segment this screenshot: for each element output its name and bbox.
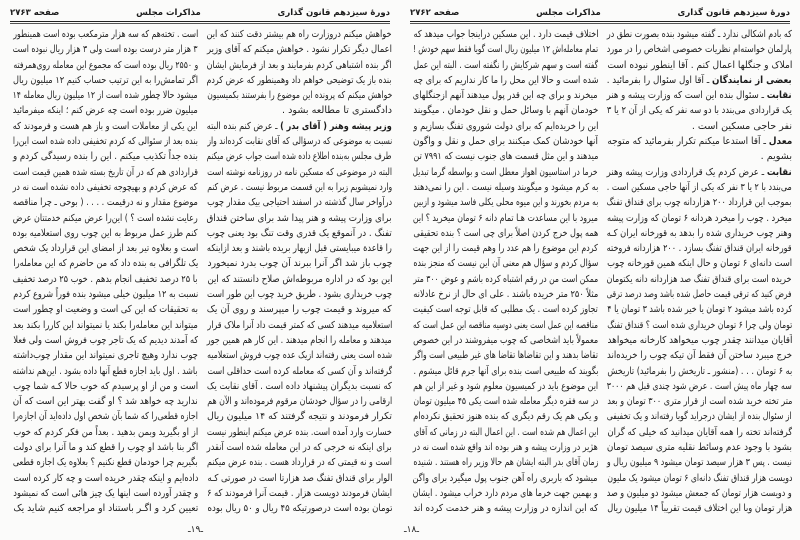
text-line-content: میخرند و برای چه این قدر پول میدهند آنهم ازجنگلهای <box>413 90 598 102</box>
text-line <box>206 256 392 271</box>
text-line <box>412 302 598 317</box>
text-line <box>606 379 792 394</box>
text-line <box>606 425 792 440</box>
text-line <box>206 27 392 42</box>
text-line <box>606 88 792 103</box>
text-line <box>412 119 598 134</box>
text-line-content: مثلاً ۲۵۰ متر خریده باشند . علی ای حال از نرخ عادلانه <box>413 289 598 301</box>
text-column-left <box>412 27 598 517</box>
text-line <box>606 455 792 470</box>
text-line-content: هژیر در وزارت پیشه و هنر بوده اند واقع شده است نه در <box>413 442 598 454</box>
text-line-content: معمولاً باید اشخاصی که چوب میفروشند در این خصوص <box>413 334 598 346</box>
text-line-content: میلیون ضرر بوده است چه عرض کنم ؛ اینکه میفرمائید <box>13 105 198 117</box>
text-line-content: آنها خودشان کمک میکنند برای حمل و نقل و واگون <box>413 136 598 148</box>
text-line <box>206 42 392 57</box>
text-line-content: تجاوز کرده است . یک مطلبی که قابل توجه است کیفیت <box>413 304 598 316</box>
text-line-content <box>207 119 392 134</box>
text-line-content: گفته است و سهم شرکایش را نگفته است . البته این عمل <box>413 59 598 71</box>
text-line <box>606 440 792 455</box>
text-line-content: از سئوال بنده از ایشان درجرايد گویا رفته‌اند و یک تخفیفی <box>607 411 792 423</box>
text-line-content: با ۲۵ درصد تخفیف انجام بدهم . خوب ۲۵ درصد تخفیف <box>13 273 198 285</box>
text-line-content: نیست . پس ۳ هزار سیصد تومان میشود ۹ میلیون ریال و <box>607 457 792 469</box>
text-line <box>12 134 198 149</box>
text-line-content: همه پول خرج کردن اصلاً برای چی است ؟ بنده تحقیقی <box>413 227 598 239</box>
text-line <box>12 226 198 241</box>
text-line-content: چوب ندارد وهیچ تاجری نمیتواند این مقدار چوب‌داشته <box>13 350 198 362</box>
text-line-content: نفر حاجی مسکین است . <box>691 120 792 132</box>
text-line <box>412 425 598 440</box>
text-line-content: اختلاف قیمت دارد . این مسکین دراینجا جواب میدهد که <box>413 29 598 40</box>
text-line-content: تقاضا بدهند و این تقاضاها تقاضا های غیر طبیعی است واگر <box>413 350 598 362</box>
text-line <box>412 409 598 424</box>
text-line <box>12 195 198 210</box>
text-line-content: بشویم . <box>760 151 792 163</box>
text-line-content: موضوع مقدار و نه درقیمت . . . . ( بوحی ـ چرا مناقصه <box>13 197 198 209</box>
page-footer-number: ـ۱۸ـ <box>404 525 419 535</box>
text-line <box>412 180 598 195</box>
text-line-content: کرده باشد میشود ۲ تومان یا خیر شده باشد ۳ تومان یا ۴ <box>607 304 792 316</box>
text-line <box>412 241 598 256</box>
text-line <box>606 471 792 486</box>
text-line-content: فرض کنید که ترقی قیمت حاصل شده باشد وصد درصد ترقی <box>607 289 792 301</box>
text-line <box>412 73 598 88</box>
text-line <box>412 333 598 348</box>
text-line <box>606 287 792 302</box>
text-line <box>12 471 198 486</box>
text-line <box>206 119 392 134</box>
text-line <box>12 211 198 226</box>
text-line <box>12 27 198 42</box>
text-line <box>606 195 792 210</box>
text-line <box>412 287 598 302</box>
proceedings-title: مذاکرات مجلس <box>536 8 601 18</box>
text-line <box>206 425 392 440</box>
speaker-name: وزیر پیشه وهنر ( آقای بدر ) <box>280 120 392 132</box>
text-line <box>412 226 598 241</box>
text-line-content: می‌بندد با ۲ یا ۳ نفر که یکی از آنها حاجی مسکین است . <box>607 181 792 193</box>
text-line <box>412 58 598 73</box>
speech-text: ـ عرض کنم بنده البته <box>207 120 281 132</box>
text-line-content: است دانه‌ای ۶ تومان و حال اینکه همین قورخانه چوب <box>607 258 792 270</box>
text-line <box>12 88 198 103</box>
text-line <box>606 272 792 287</box>
text-line-content: است و من از او پرسیدم که خوب حالا کـه شما چوب <box>13 380 198 392</box>
text-line <box>412 379 598 394</box>
header-rule <box>10 21 390 24</box>
text-line <box>606 134 792 149</box>
text-line <box>12 42 198 57</box>
text-line-content: خودمان آنهم با وسائل حمل و نقل خودمان . میگویند <box>413 105 598 117</box>
text-line-content: خسارت وارد آمده است. بنده عرض میکنم اینطور نیست <box>207 426 392 438</box>
text-line <box>12 256 198 271</box>
text-line <box>606 27 792 42</box>
text-line-content: اگر بنده اشتباهی کردم بفرمایند و بعد از فرمایش ایشان <box>207 59 392 71</box>
text-line <box>206 364 392 379</box>
text-line-content: درآواخر سال گذشته در اسفند احتیاجی بیک مقدار چوب <box>207 197 392 209</box>
text-line <box>12 73 198 88</box>
text-line-content: تومان بوده است درصورتیکه ۴۵ ریال و ۵۰ ریال بوده <box>207 503 392 515</box>
text-line <box>606 348 792 363</box>
text-line <box>412 149 598 164</box>
text-line <box>412 318 598 333</box>
text-line <box>12 364 198 379</box>
text-line-content: که نسبت بدیگران پیشنهاد داده است . آقای نقابت یک <box>207 380 392 392</box>
text-line-content: اگر بنا باشد او چوب را قطع کند و ما آنرا برای دولت <box>13 442 198 454</box>
text-line-content: را قاعدة میبایستی قبل ازبهار بریده باشند و بعد ازاینکه <box>207 243 392 255</box>
text-line-content: هزار تومان وبا این اختلاف قیمت تقریباً ۱۴ میلیون ریال <box>607 503 792 515</box>
text-line <box>206 211 392 226</box>
text-line-content: در سه فقره دیگر معامله شده است یکی ۴۵ میلیون تومان <box>413 396 598 408</box>
text-line <box>12 348 198 363</box>
text-line-content: است و نه قیمتی که در قرارداد هست . بنده عرض میکنم <box>207 457 392 469</box>
text-line <box>412 394 598 409</box>
text-column-right <box>206 27 392 517</box>
speaker-name: نقابت <box>767 166 792 178</box>
text-line <box>206 272 392 287</box>
text-line-content: که این اندازه در وزارت پیشه و هنر خدمت کرده اند <box>413 503 598 515</box>
text-line-content: که میروند و قیمت چوب را میپرسند و روی آن یک <box>207 304 392 316</box>
text-line-content: شده است یعنی رفته‌اند ازیک عده چوب فروش استعلامیه <box>207 350 392 362</box>
text-line <box>412 455 598 470</box>
text-line <box>12 58 198 73</box>
text-line <box>12 318 198 333</box>
text-line-content: است . تخته‌هم که سه هزار مترمکعب بوده است همینطور <box>13 29 198 40</box>
text-line <box>412 364 598 379</box>
page-header <box>10 6 390 20</box>
text-line <box>206 501 392 516</box>
text-line-content: خواهش میکنم که پرونده این موضوع را بفرستند بکمیسیون <box>207 90 392 102</box>
text-line <box>206 241 392 256</box>
text-line <box>412 272 598 287</box>
text-line <box>606 165 792 180</box>
text-line <box>606 256 792 271</box>
speech-text: ـ عرض کردم یک قراردادی وزارت پیشه وهنر <box>607 166 768 178</box>
text-line-content: داده‌ایم و اینکه چقدر خریده است و چه کار کرده است <box>13 472 198 484</box>
text-line <box>412 103 598 118</box>
text-line <box>206 348 392 363</box>
text-line-content: قراردادی هم که در آن تاریخ بسته شده همین قیمت است <box>13 166 198 178</box>
text-line <box>206 88 392 103</box>
text-line <box>606 394 792 409</box>
text-line <box>12 287 198 302</box>
text-line <box>412 88 598 103</box>
text-line <box>606 302 792 317</box>
proceedings-title: مذاکرات مجلس <box>136 8 201 18</box>
text-line <box>12 241 198 256</box>
text-line-content: میشود که باربری راه آهن جنوب پول میگیرد برای واگن <box>413 472 598 484</box>
text-line <box>12 302 198 317</box>
text-line <box>412 134 598 149</box>
page-header <box>410 6 790 20</box>
text-line <box>206 394 392 409</box>
text-line-content: مناقصه این عمل است یعنی دوسیه مناقصه این عمل است که <box>413 319 598 331</box>
text-line-content <box>607 88 792 103</box>
text-column-left <box>12 27 198 517</box>
page-number: صفحه ۲۷۶۲ <box>410 8 460 18</box>
text-line-content: تعیین کرد و اگـر باستناد او مراجعه کنیم شاید یک <box>13 503 198 515</box>
text-line-content <box>607 165 792 180</box>
text-line <box>12 409 198 424</box>
text-line-content: الوار برای قنداق تفنگ صد هزارتا است در صورتی کـه <box>207 472 392 484</box>
text-line <box>606 318 792 333</box>
text-line-content: آقایان میدانند چقدر چوب میخواهد کارخانه میخواهد <box>607 334 792 346</box>
text-line-content: میخرد . چوب را میخرد هردانه ۶ تومان که وزارت پیشه <box>607 212 792 224</box>
text-line-content: گرفته‌اند و آن کسی که معامله کرده است حداقلی است <box>207 365 392 377</box>
text-line-content: ارقامی را در سؤال خودشان مرقوم فرموده‌اند و الآن هم <box>207 396 392 408</box>
text-line-content: از او بگیرید وبمن بدهید . بعداً من فکر کردم که خوب <box>13 426 198 438</box>
text-line-content: خریده است برای قنداق تفنگ صد هزاردانه دانه یکتومان <box>607 273 792 285</box>
text-line-content: رعایت نشده است ؟ ) این‌را عرض میکنم خدمتتان عرض <box>13 212 198 224</box>
page-2762 <box>402 0 798 540</box>
text-line <box>12 149 198 164</box>
text-line-content: این موضوع باید در کمیسیون معلوم شود و غیر از این هم <box>413 380 598 392</box>
text-line-content: و یکی هم یک رقم دیگری که بنده هنوز تحقیق نکرده‌ام <box>413 411 598 423</box>
text-line <box>606 409 792 424</box>
text-line <box>12 180 198 195</box>
text-line <box>606 149 792 164</box>
text-line <box>206 455 392 470</box>
text-line <box>12 103 198 118</box>
text-line <box>412 440 598 455</box>
text-line-content: و بهمین جهت خرما های مردم دارد خراب میشود . ایشان <box>413 487 598 499</box>
text-line <box>412 256 598 271</box>
text-line-content: که بادم اشکالی ندارد ـ گفته میشود بنده بصورت نطق در <box>607 29 792 40</box>
page-number: صفحه ۲۷۶۳ <box>10 8 60 18</box>
text-line <box>12 501 198 516</box>
page-footer-number: ـ۱۹ـ <box>188 525 203 535</box>
text-line-content: تکرار فرمودند و نتیجه گرفتند که ۱۴ میلیون ریال <box>207 411 392 423</box>
text-line-content <box>607 134 792 149</box>
text-line-content: ایشان فرمودند دویست هزار . قیمت آنرا فرمودند که ۶ <box>207 487 392 499</box>
text-line <box>206 318 392 333</box>
text-line-content: این اعمال هم شده است . این اعمال البته در زمانی که آقای <box>413 426 598 438</box>
page-2763 <box>2 0 398 540</box>
text-line <box>12 333 198 348</box>
text-line <box>12 272 198 287</box>
text-line <box>606 119 792 134</box>
text-line <box>412 211 598 226</box>
text-line-content: تمام معامله‌اش ۱۲ میلیون ریال است گویا فقط سهم خودش ! <box>413 44 598 56</box>
session-title: دورهٔ سیزدهم قانون گذاری <box>277 8 390 18</box>
text-line-content: که آمدند دیدیم که یک تاجر چوب فروش است ولی فعلا <box>13 334 198 346</box>
speaker-name: معدل <box>768 136 792 148</box>
text-line <box>206 58 392 73</box>
text-line-content: وارد نمیشویم زیرا به این قسمت مربوط نیست . عرض کنم <box>207 181 392 193</box>
text-line <box>206 486 392 501</box>
text-line-content: این بود که در اداره مربوطه‌اش صلاح دانستند که این <box>207 273 392 285</box>
text-line <box>206 409 392 424</box>
text-line <box>606 73 792 88</box>
text-line-content: بگیریم چرا خودمان قطع نکنیم ؟ بعلاوه یک اجازه قطعی <box>13 457 198 469</box>
text-line <box>12 440 198 455</box>
text-line <box>206 149 392 164</box>
text-line <box>12 394 198 409</box>
text-line-content: میدهند و این مثل قسمت های جنوب نیست که ۷۹۹۱ تن <box>413 151 598 163</box>
text-line-content: نسبت به ۱۲ میلیون خیلی میشود بنده فوراً شروع کردم <box>13 289 198 301</box>
speech-text: ـ آقا استدعا میکنم تکرار بفرمائید که متوجه <box>607 136 769 148</box>
text-line-content: سؤال کردم و سؤال هم معنی آن این نیست که منجز بنده <box>413 258 598 270</box>
text-line-content: چوب باز شد اگر آنرا ببرند آن چوب بدرد نمیخورد <box>207 258 392 270</box>
text-line-content: میتواند این معامله‌را بکند یا نمیتواند این کاررا بکند بعد <box>13 319 198 331</box>
text-line-content: است و بعلاوه تیر بعد از امضای این قرارداد یک شخص <box>13 243 198 255</box>
text-line <box>206 302 392 317</box>
text-line-content: یک قراردادی می‌بندد با دو سه نفر که یکی از آن ۲ یا ۳ <box>607 105 792 117</box>
text-line-content: شده است و حالا این محل را ما کار نداریم که برای چه <box>413 74 598 86</box>
text-line-content: برای وزارت پیشه و هنر پیدا شد برای ساختن قنداق <box>207 212 392 224</box>
text-line-content: خواهش میکنم دروزارت راه هم بیشتر دقت کنند که این <box>207 29 392 40</box>
text-line-content: بموجب این قرارداد ۲۰۰ هزاردانه چوب برای قنداق تفنگ <box>607 197 792 209</box>
text-line-content: بنده بعد از سئوالی که کردم تخفیفی داده شده است این‌را <box>13 136 198 148</box>
text-line-content: برای اینکه نه خرجی که در این معامله شده است آنقدر <box>207 442 392 454</box>
text-line <box>606 103 792 118</box>
text-line-content: ۳ هزار متر درست بوده است ولی ۳ هزار ریال نبوده است <box>13 44 198 56</box>
text-line <box>412 195 598 210</box>
session-title: دورهٔ سیزدهم قانون گذاری <box>677 8 790 18</box>
text-line <box>206 165 392 180</box>
text-line-content: قورخانه ایران قنداق تفنگ بسازد . ۲۰۰ هزاردانه فروخته <box>607 243 792 255</box>
text-line <box>606 333 792 348</box>
text-line <box>412 27 598 42</box>
text-line-content: چوب خریداری بشود . طریق خرید چوب این طور است <box>207 289 392 301</box>
text-line <box>206 195 392 210</box>
text-line-content: زمان آقای بدر البته ایشان هم حالا وزیر راه هستند . شنیده <box>413 457 598 469</box>
text-line-content: ممکن است من در رقم اشتباه کرده باشم و عوض ۳۰۰ متر <box>413 273 598 285</box>
text-line <box>206 333 392 348</box>
text-line <box>206 103 392 118</box>
text-line-content: بشود با وجود عدم وسائط نقلیه متری سیصد تومان <box>607 442 792 454</box>
text-line-content: اعمال دیگر تکرار نشود . خواهش میکنم که آقای وزیر <box>207 44 392 56</box>
text-line-content: و ۲۵۵۰ ریال بوده است که مجموع این معامله روی‌همرفته <box>13 59 198 71</box>
speech-text: ـ سئوال بنده این است که وزارت پیشه و هنر <box>607 90 768 102</box>
text-line-content: این را خریده‌ایم که برای دولت شوروی تفنگ بسازیم و <box>413 120 598 132</box>
text-line-content: میرود با این مساعدت هـا تمام دانه ۶ تومان میخرید ؟ این <box>413 212 598 224</box>
text-line-content <box>607 73 792 88</box>
text-line-content: میدهند و معامله را انجام میدهند . این کار هم همین جور <box>207 334 392 346</box>
text-line <box>606 486 792 501</box>
text-line-content: به کرم میشود و میگویند وسیله نیست . این را نمی‌دهند <box>413 181 598 193</box>
text-line <box>412 501 598 516</box>
text-line-content: خرما در استاسیون اهواز معطل است و بواسطه گرما تبدیل <box>413 166 598 178</box>
text-line-content: البته در موضوعی که مسکین نامه در روزنامه نوشته است <box>207 166 392 178</box>
text-line <box>12 379 198 394</box>
text-line <box>12 455 198 470</box>
text-line <box>206 134 392 149</box>
text-line <box>206 471 392 486</box>
text-line-content: دویست هزار قنداق تفنگ دانه‌ای ۶ تومان میشود یک ملیون <box>607 472 792 484</box>
text-line-content: کردم این موضوع را هم عدد را وهم قیمت را از این جهت <box>413 243 598 255</box>
text-line <box>606 180 792 195</box>
text-line <box>206 73 392 88</box>
text-line-content: به تحقیقات که این کی است و وضعیت او چطور است <box>13 304 198 316</box>
text-line <box>412 348 598 363</box>
text-line <box>412 42 598 57</box>
text-line-content: استعلامیه میدهند کسی که کمتر قیمت داد آنرا ملاک قرار <box>207 319 392 331</box>
text-line <box>412 471 598 486</box>
text-line-content: این یکی از معاملات است و باز هم هست و فرمودند که <box>13 120 198 132</box>
text-line <box>12 486 198 501</box>
text-line-content: اجازه قطعی‌را که شما بآن شخص اول داده‌اید آن اجازه‌را <box>13 411 198 423</box>
text-line-content: و دویست هزار تومان که جمعش میشود دو میلیون و صد <box>607 487 792 499</box>
text-line <box>412 165 598 180</box>
text-line-content: پارلمان خواسته‌ام نظریات خصوصی اشخاص را در مورد <box>607 44 792 56</box>
text-line <box>606 42 792 57</box>
text-line <box>12 165 198 180</box>
text-line <box>606 58 792 73</box>
text-line <box>606 226 792 241</box>
text-line-content: تفنگ . در آنموقع یک قدری وقت تنگ بود یعنی چوب <box>207 227 392 239</box>
text-line <box>206 226 392 241</box>
text-line-content: به ۶ تومان . . . (منشور ـ تاریخش را بفرمائید) تاریخش <box>607 365 792 377</box>
text-line-content: دادگستری تا مطالعه بشود . <box>282 105 392 117</box>
text-line-content: سه چهار ماه پیش است . عرض شود چندی قبل هم ۳۰۰۰ <box>607 380 792 392</box>
text-line <box>606 501 792 516</box>
speech-text: ـ آقا اول سئوال را بفرمائید . <box>607 74 713 86</box>
text-line <box>206 379 392 394</box>
text-line-content: باشد . اول باید اجازه قطع آنها داده بشود . این‌هم نداشته <box>13 365 198 377</box>
text-line <box>12 119 198 134</box>
text-line-content: اگر تمامش‌را به این ترتیب حساب کنیم ۱۲ میلیون ریال <box>13 74 198 86</box>
text-line-content: و چقدر آورده است اینها یک چیز هائی است که نمیشود <box>13 487 198 499</box>
text-line-content: به مردم بخورند و این میوه محلی یکلی فاسد میشود و ازبین <box>413 197 598 209</box>
text-line-content: متر تخته خرید شده است از قرار متری ۳۰۰ تومان و بعد <box>607 396 792 408</box>
text-line-content: وهنر چوب خریداری شده را بدهد به قورخانه ایران کـه <box>607 227 792 239</box>
text-line-content: بنده باز یک توضیحی خواهم داد وهمینطور که عرض کردم <box>207 74 392 86</box>
text-line <box>206 180 392 195</box>
text-line-content: گرفته‌اند تخته را همه آقایان میدانید که خیلی که گران <box>607 426 792 438</box>
text-line-content: طرف مجلس به‌بنده اطلاع داده شده است جواب عرض میکنم <box>207 151 392 163</box>
header-rule <box>410 21 790 24</box>
text-line <box>606 241 792 256</box>
text-line-content: تومان ولی چرا ۶ تومان خریداری شده است ؟ قنداق تفنگ <box>607 319 792 331</box>
text-line <box>606 211 792 226</box>
text-line-content: نسبت به موضوعی که درسؤالی که آقای نقابت کرده‌اند واز <box>207 136 392 148</box>
text-line-content: خرج میبرد ساختن آن فقط آن تیکه چوب را خریده‌اند <box>607 350 792 362</box>
text-line-content: بنده جداً تکذیب میکنم . این را بنده رسیدگی کردم و <box>13 151 198 163</box>
text-line-content: یک تلگرافی به بنده داد که من حاضرم که این معامله‌را <box>13 258 198 270</box>
text-line-content: که عرض کردم و بهیچوجه تخفیفی داده نشده است نه در <box>13 181 198 193</box>
speaker-name: بعضی از نمایندگان <box>712 74 792 86</box>
text-line-content: بگویند که طبیعی است بنده برای آنها جرم قائل میشوم . <box>413 365 598 377</box>
text-line-content: میشود حالا چطور شده است از ۱۲ میلیون ریال معامله ۱۴ <box>13 90 198 102</box>
text-line <box>606 364 792 379</box>
text-line-content: املاک و جنگلها اعمال کنم . آقا اینطور نبوده است <box>607 59 792 71</box>
text-column-right <box>606 27 792 517</box>
text-line <box>206 440 392 455</box>
text-line <box>206 287 392 302</box>
text-line <box>412 486 598 501</box>
text-line-content: ندارید چه خواهد شد ؟ او گفت بهتر این است که آن <box>13 396 198 408</box>
speaker-name: نقابت <box>767 90 792 102</box>
text-line-content: کنم طرز عمل مربوط به این چوب روی استعلامیه بوده <box>13 227 198 239</box>
text-line <box>12 425 198 440</box>
